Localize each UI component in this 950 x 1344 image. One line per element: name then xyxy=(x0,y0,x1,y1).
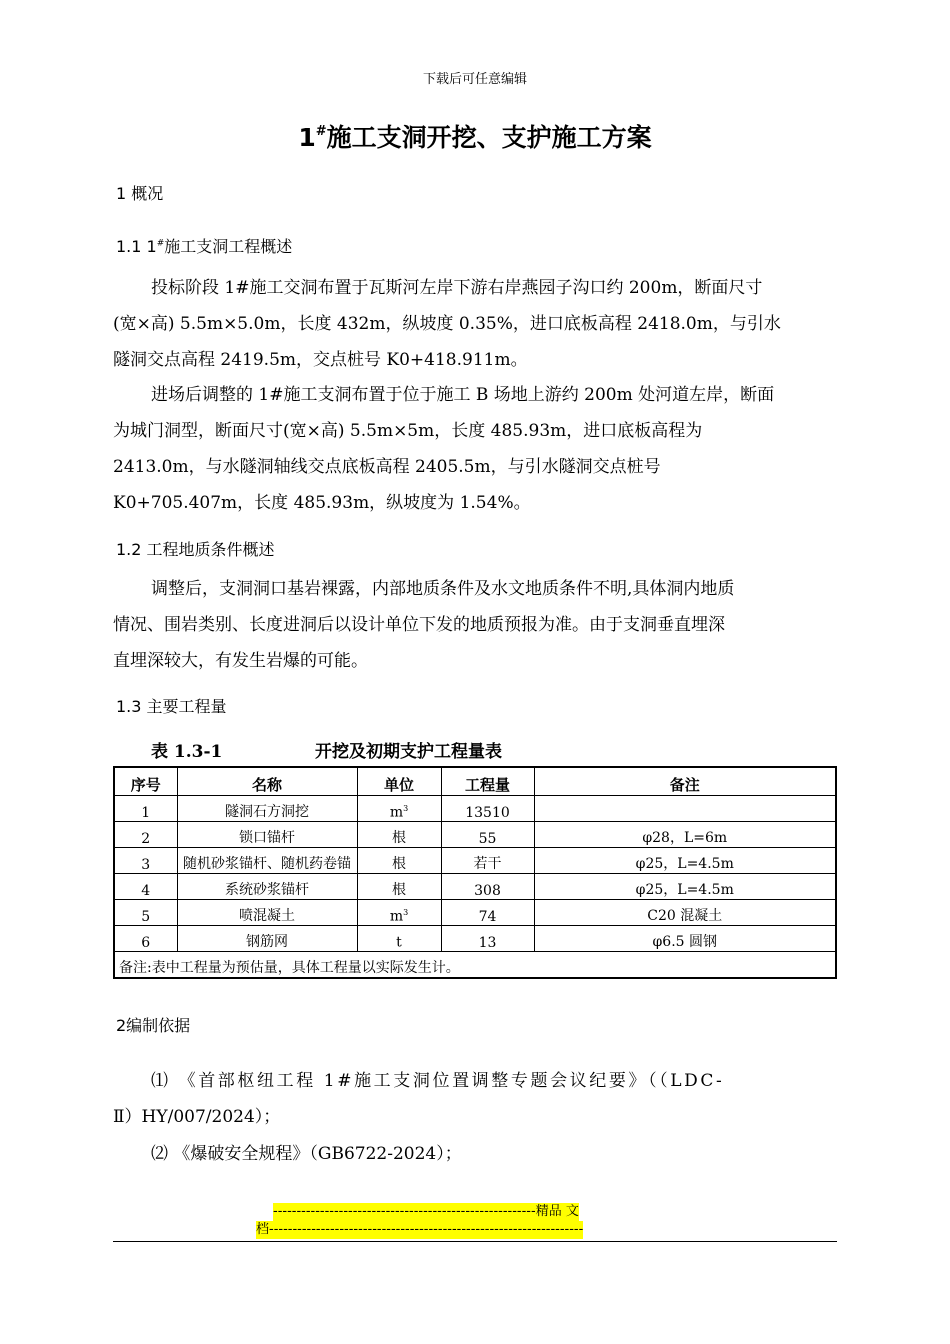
cell-name: 系统砂浆锚杆 xyxy=(177,874,357,900)
header-name: 名称 xyxy=(177,767,357,796)
cell-unit: 根 xyxy=(357,822,441,848)
cell-quantity: 13510 xyxy=(441,796,534,822)
cell-unit: 根 xyxy=(357,874,441,900)
paragraph-line: 情况、围岩类别、长度进洞后以设计单位下发的地质预报为准。由于支洞垂直埋深 xyxy=(113,615,725,635)
section-heading-1: 1 概况 xyxy=(116,184,164,203)
table-row xyxy=(114,926,836,952)
table-caption-number: 表 1.3-1 xyxy=(151,742,223,762)
header-remark: 备注 xyxy=(534,767,836,796)
section-heading-2: 2编制依据 xyxy=(116,1016,191,1035)
cell-remark: φ25，L=4.5m xyxy=(534,874,836,900)
cell-no: 5 xyxy=(114,900,177,926)
cell-remark xyxy=(534,796,836,822)
paragraph-geology xyxy=(113,571,734,679)
paragraph-line: 2413.0m，与水隧洞轴线交点底板高程 2405.5m，与引水隧洞交点桩号 xyxy=(113,457,661,477)
table-row xyxy=(114,822,836,848)
paragraph-line: 调整后，支洞洞口基岩裸露，内部地质条件及水文地质条件不明,具体洞内地质 xyxy=(151,579,735,599)
table-row xyxy=(114,848,836,874)
cell-quantity: 13 xyxy=(441,926,534,952)
cell-unit: t xyxy=(357,926,441,952)
cell-remark: φ6.5 圆钢 xyxy=(534,926,836,952)
cell-remark: φ25，L=4.5m xyxy=(534,848,836,874)
table-row xyxy=(114,900,836,926)
cell-no: 1 xyxy=(114,796,177,822)
cell-remark: φ28，L=6m xyxy=(534,822,836,848)
table-note-row xyxy=(114,952,836,979)
paragraph-line: (宽×高) 5.5m×5.0m，长度 432m，纵坡度 0.35%，进口底板高程 2418.0m，与引水 xyxy=(113,314,781,334)
paragraph-line: 投标阶段 1#施工交洞布置于瓦斯河左岸下游右岸燕园子沟口约 200m，断面尺寸 xyxy=(151,278,763,298)
cell-unit: $m^3$ xyxy=(357,900,441,926)
cell-no: 3 xyxy=(114,848,177,874)
table-note: 备注:表中工程量为预估量，具体工程量以实际发生计。 xyxy=(114,952,836,979)
cell-quantity: 若干 xyxy=(441,848,534,874)
cell-remark: C20 混凝土 xyxy=(534,900,836,926)
cell-unit: 根 xyxy=(357,848,441,874)
header-no: 序号 xyxy=(114,767,177,796)
cell-quantity: 308 xyxy=(441,874,534,900)
paragraph-overview-2 xyxy=(113,377,774,521)
footer-watermark-line-1: --------------------------------------------------------精品 文 xyxy=(273,1204,579,1219)
reference-1-line-2: Ⅱ）HY/007/2024）； xyxy=(113,1107,281,1127)
table-caption-title: 开挖及初期支护工程量表 xyxy=(315,742,502,762)
paragraph-line: K0+705.407m，长度 485.93m，纵坡度为 1.54%。 xyxy=(113,493,531,513)
section-heading-1-3: 1.3 主要工程量 xyxy=(116,697,227,716)
cell-no: 6 xyxy=(114,926,177,952)
paragraph-line: 进场后调整的 1#施工支洞布置于位于施工 B 场地上游约 200m 处河道左岸，断面 xyxy=(151,385,775,405)
header-note: 下载后可任意编辑 xyxy=(422,72,527,87)
cell-name: 隧洞石方洞挖 xyxy=(177,796,357,822)
cell-name: 随机砂浆锚杆、随机药卷锚 xyxy=(177,848,357,874)
header-quantity: 工程量 xyxy=(441,767,534,796)
table-row xyxy=(114,874,836,900)
footer-watermark-line-2: 档------------------------------------------------------------------- xyxy=(256,1222,584,1237)
cell-no: 4 xyxy=(114,874,177,900)
page-title: 1#施工支洞开挖、支护施工方案 xyxy=(298,123,652,152)
section-heading-1-1: 1.1 1#施工支洞工程概述 xyxy=(116,237,293,256)
footer-divider xyxy=(113,1241,837,1242)
table-header-row xyxy=(114,767,836,796)
cell-name: 喷混凝土 xyxy=(177,900,357,926)
cell-name: 锁口锚杆 xyxy=(177,822,357,848)
reference-1-line-1: ⑴ 《首部枢纽工程 1#施工支洞位置调整专题会议纪要》（（LDC- xyxy=(151,1071,725,1091)
cell-quantity: 74 xyxy=(441,900,534,926)
quantity-table xyxy=(113,766,837,979)
cell-quantity: 55 xyxy=(441,822,534,848)
paragraph-line: 隧洞交点高程 2419.5m，交点桩号 K0+418.911m。 xyxy=(113,350,528,370)
cell-unit: $m^3$ xyxy=(357,796,441,822)
section-heading-1-2: 1.2 工程地质条件概述 xyxy=(116,540,275,559)
header-unit: 单位 xyxy=(357,767,441,796)
paragraph-line: 直埋深较大，有发生岩爆的可能。 xyxy=(113,651,368,671)
cell-name: 钢筋网 xyxy=(177,926,357,952)
paragraph-overview-1 xyxy=(113,270,781,378)
table-row xyxy=(114,796,836,822)
paragraph-line: 为城门洞型，断面尺寸(宽×高) 5.5m×5m，长度 485.93m，进口底板高程为 xyxy=(113,421,703,441)
reference-2: ⑵ 《爆破安全规程》（GB6722-2024）； xyxy=(151,1144,462,1164)
cell-no: 2 xyxy=(114,822,177,848)
